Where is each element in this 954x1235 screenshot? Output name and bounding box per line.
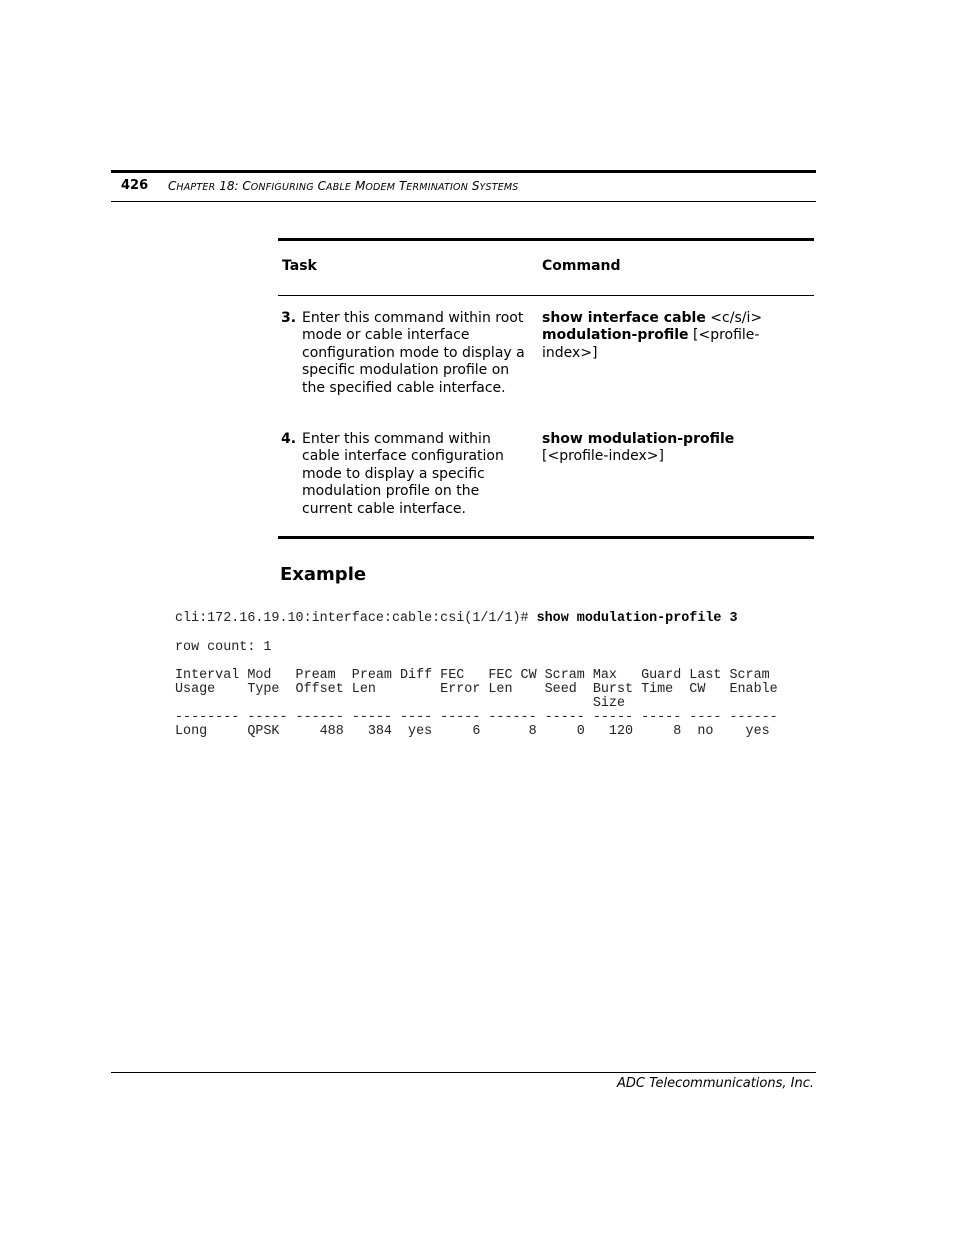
step-number: 4. (281, 431, 297, 447)
footer-rule (111, 1072, 816, 1073)
command-argument: <c/s/i> (705, 310, 763, 326)
task-description: Enter this command within cable interface configuration mode to display a specific modulation profile on the current cable interface. (302, 431, 504, 517)
column-header-task: Task (282, 258, 317, 274)
command-syntax (542, 310, 812, 362)
task-command-table (278, 238, 814, 517)
cli-prompt: cli:172.16.19.10:interface:cable:csi(1/1/1)# (175, 611, 537, 626)
command-argument: [<profile-index>] (542, 327, 760, 361)
task-description: Enter this command within root mode or cable interface configuration mode to display a specific modulation profile on the specified cable interface. (302, 310, 525, 396)
command-syntax (542, 431, 812, 466)
chapter-title (168, 179, 519, 193)
command-argument: [<profile-index>] (542, 448, 664, 465)
step-number: 3. (281, 310, 297, 326)
command-keyword: modulation-profile (542, 327, 689, 344)
section-heading: Example (280, 564, 367, 585)
cli-command-line (175, 612, 738, 626)
footer-company: ADC Telecommunications, Inc. (617, 1076, 814, 1091)
chapter-label: CHAPTER 18: CONFIGURING CABLE MODEM TERMINATION SYSTEMS (168, 179, 519, 193)
header-rule-top (111, 170, 816, 173)
table-header-rule (278, 295, 814, 296)
command-keyword: show interface cable (542, 310, 706, 326)
page-number: 426 (121, 178, 149, 193)
command-keyword: show modulation-profile (542, 431, 735, 447)
cli-row-count: row count: 1 (175, 640, 272, 655)
table-bottom-rule (278, 536, 814, 539)
cli-command: show modulation-profile 3 (536, 611, 738, 626)
cli-output-table: Interval Mod Pream Pream Diff FEC FEC CW Scram Max Guard Last Scram Usage Type Offset Len Error Len Seed Burst Time CW Enable Size -------- ----- ------ ----- ---- ----- ------ ----- ----- ----- ---- ------ Long QPSK 488 384 yes 6 8 0 120 8 no yes (175, 668, 778, 739)
table-top-rule (278, 238, 814, 241)
header-rule-bottom (111, 201, 816, 202)
column-header-command: Command (542, 258, 621, 274)
